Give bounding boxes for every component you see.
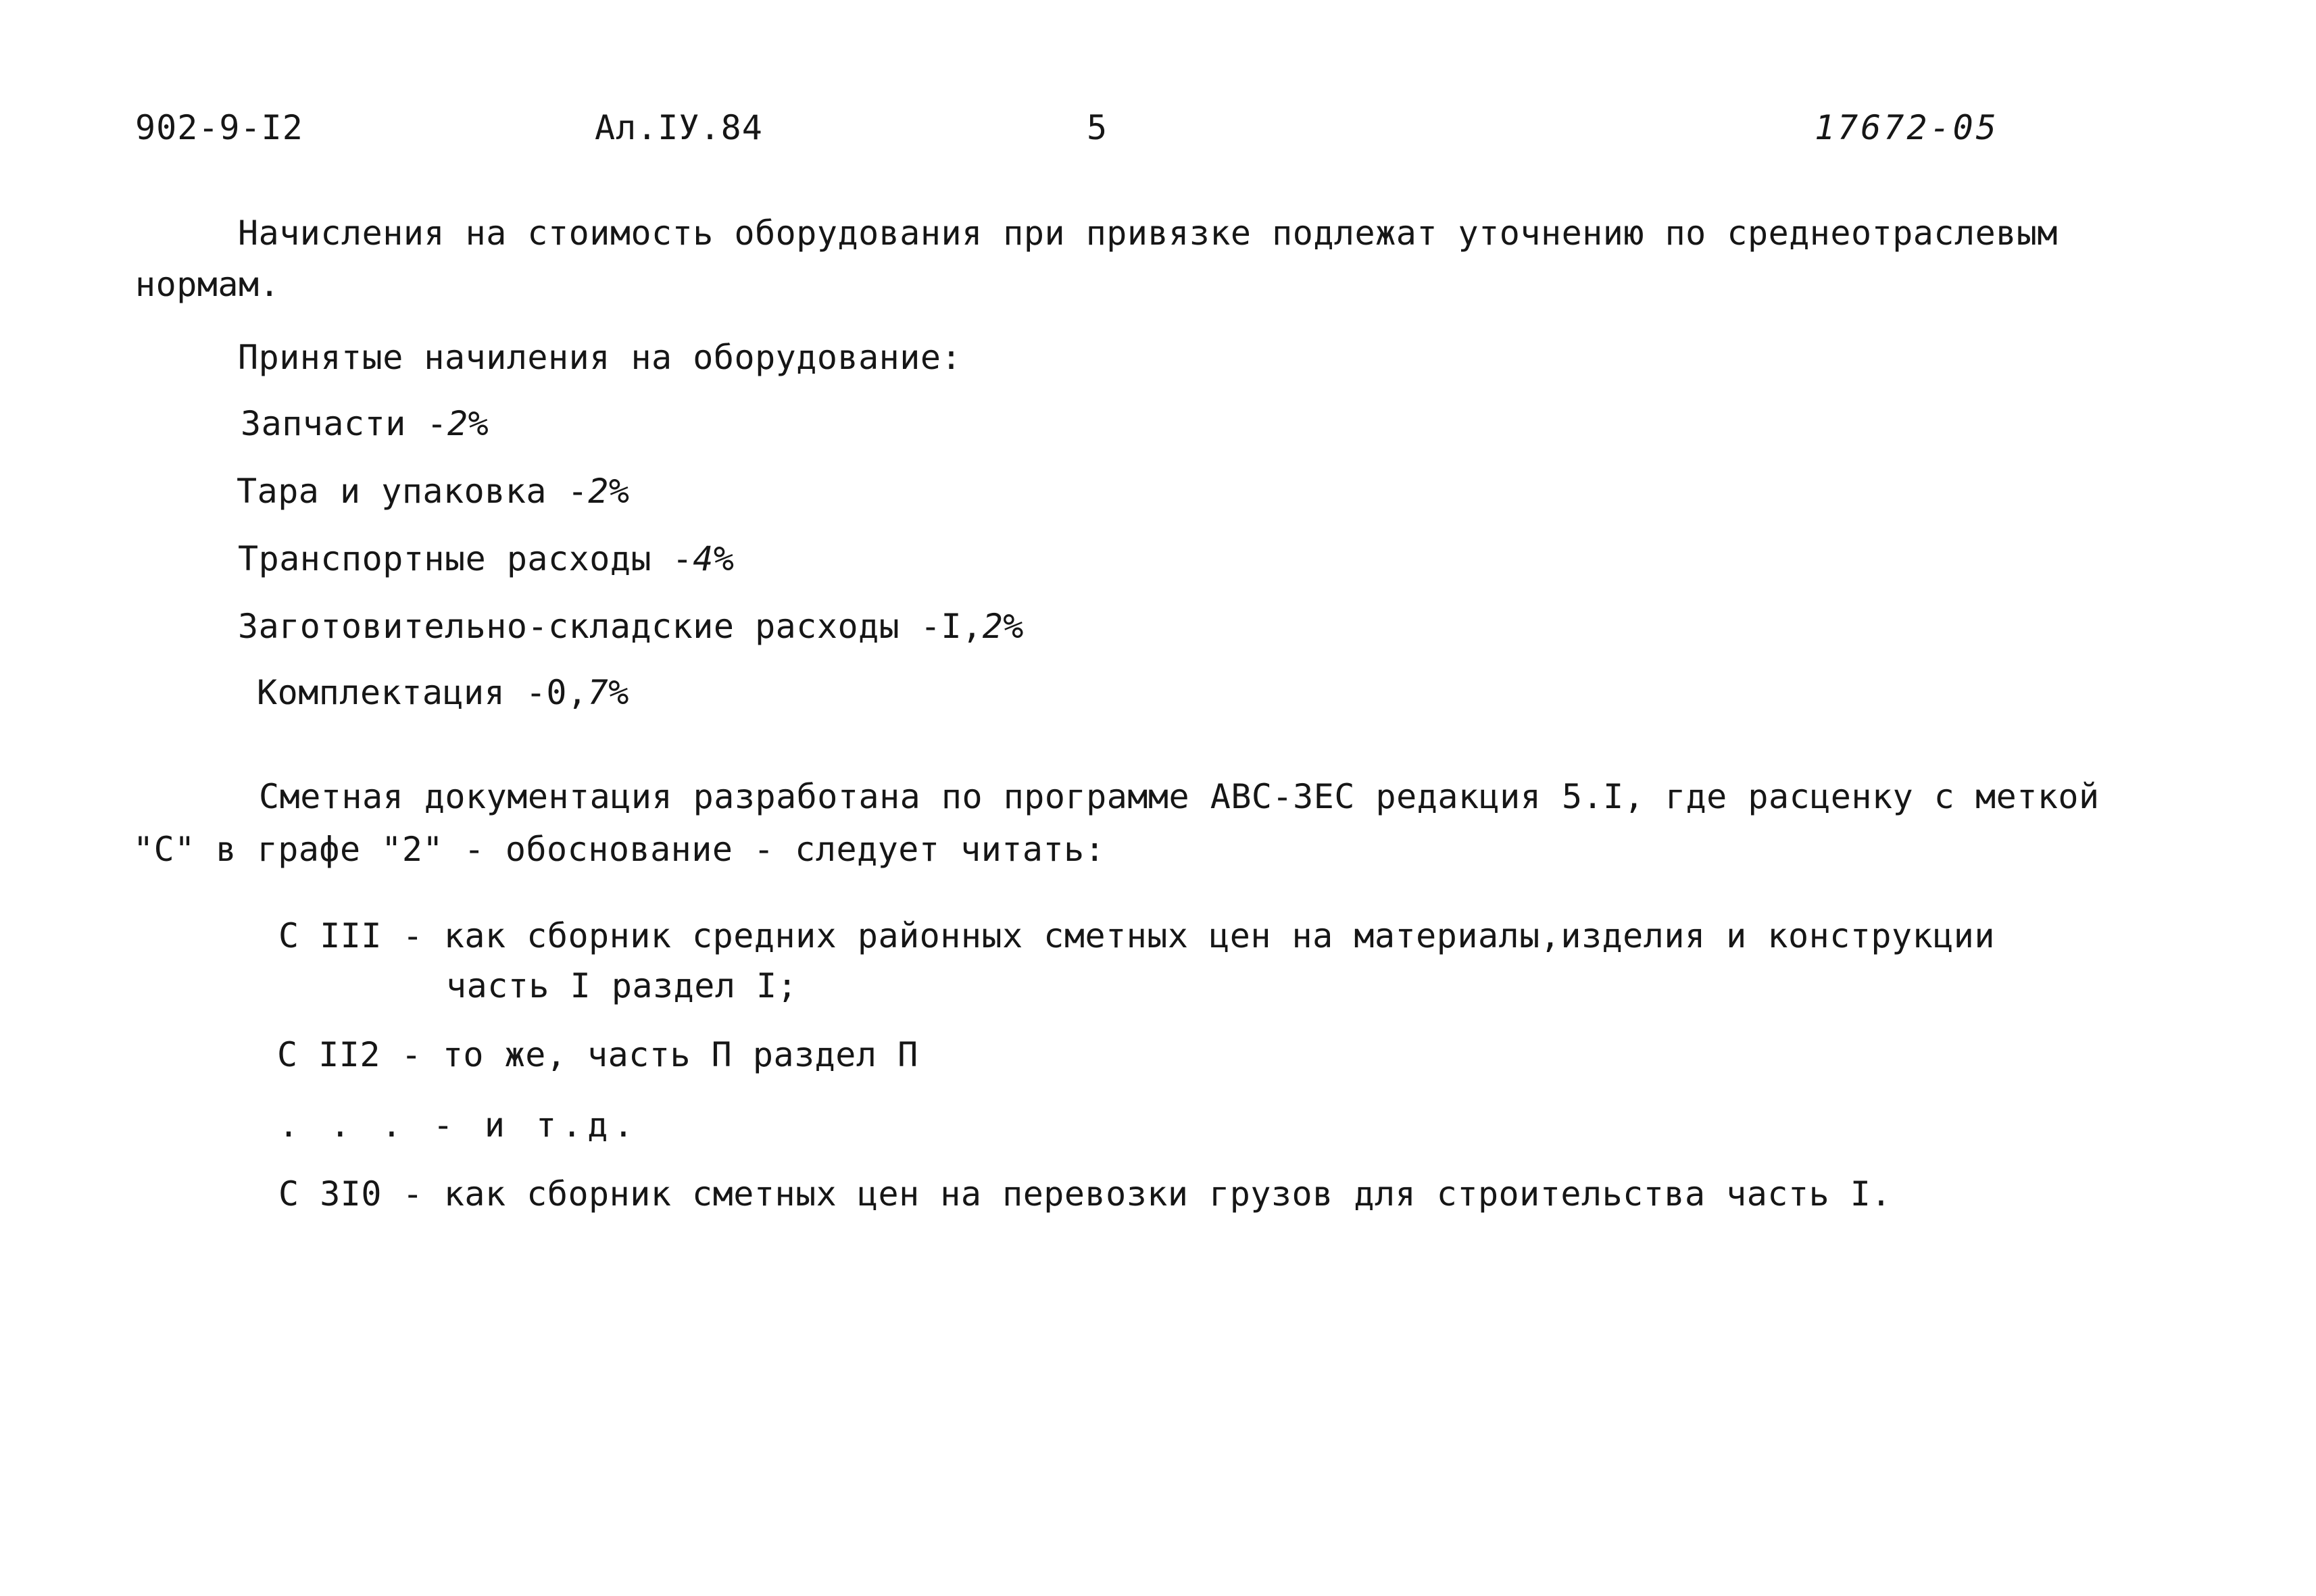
definition-code: С 3I0 bbox=[278, 1174, 383, 1214]
accrual-value: 2% bbox=[588, 472, 630, 511]
accrual-label: Тара и упаковка - bbox=[237, 472, 589, 511]
definition-text: - как сборник сметных цен на перевозки грузов для строительства часть I. bbox=[382, 1174, 1892, 1214]
definition-code: . . . bbox=[278, 1105, 408, 1145]
document-code: 902-9-I2 bbox=[135, 108, 303, 147]
definition-code: С III bbox=[278, 916, 383, 955]
definition-text: - то же, часть П раздел П bbox=[380, 1035, 918, 1074]
accrual-item-warehouse bbox=[238, 607, 1024, 646]
definition-code: С II2 bbox=[277, 1035, 381, 1074]
accrual-value: 4% bbox=[693, 539, 735, 578]
accrual-value: 2% bbox=[447, 404, 489, 443]
definition-c112 bbox=[277, 1035, 918, 1074]
software-note-line-1: Сметная документация разработана по программе АВС-ЗЕС редакция 5.I, где расценку с меткой bbox=[259, 777, 2100, 816]
inventory-number: 17672-05 bbox=[1815, 108, 1999, 147]
intro-line-1: Начисления на стоимость оборудования при привязке подлежат уточнению по среднеотраслевым bbox=[238, 214, 2059, 253]
accrual-value: 7% bbox=[587, 673, 629, 712]
software-note-line-2: "С" в графе "2" - обоснование - следует читать: bbox=[133, 830, 1106, 869]
definition-ellipsis bbox=[278, 1105, 639, 1145]
accrual-item-packaging bbox=[237, 472, 629, 511]
accrual-item-spare-parts bbox=[241, 404, 489, 443]
page-number: 5 bbox=[1087, 108, 1108, 147]
definition-c310 bbox=[278, 1174, 1892, 1214]
accrual-label: Запчасти - bbox=[241, 404, 448, 443]
accruals-heading: Принятые начиления на оборудование: bbox=[238, 338, 962, 377]
accrual-item-completion bbox=[257, 673, 629, 712]
definition-text: - как сборник средних районных сметных цен на материалы,изделия и конструкции bbox=[382, 916, 1996, 955]
accrual-label: Транспортные расходы - bbox=[238, 539, 693, 578]
accrual-value: 2% bbox=[982, 607, 1024, 646]
definition-c111-continuation: часть I раздел I; bbox=[446, 966, 798, 1005]
intro-line-2: нормам. bbox=[135, 265, 280, 304]
definition-text: - и т.д. bbox=[407, 1105, 639, 1145]
accrual-label: Заготовительно-складские расходы -I, bbox=[238, 607, 983, 646]
accrual-item-transport bbox=[238, 539, 734, 578]
definition-c111 bbox=[278, 916, 1995, 955]
accrual-label: Комплектация -0, bbox=[257, 673, 588, 712]
album-number: Ал.IУ.84 bbox=[595, 108, 763, 147]
